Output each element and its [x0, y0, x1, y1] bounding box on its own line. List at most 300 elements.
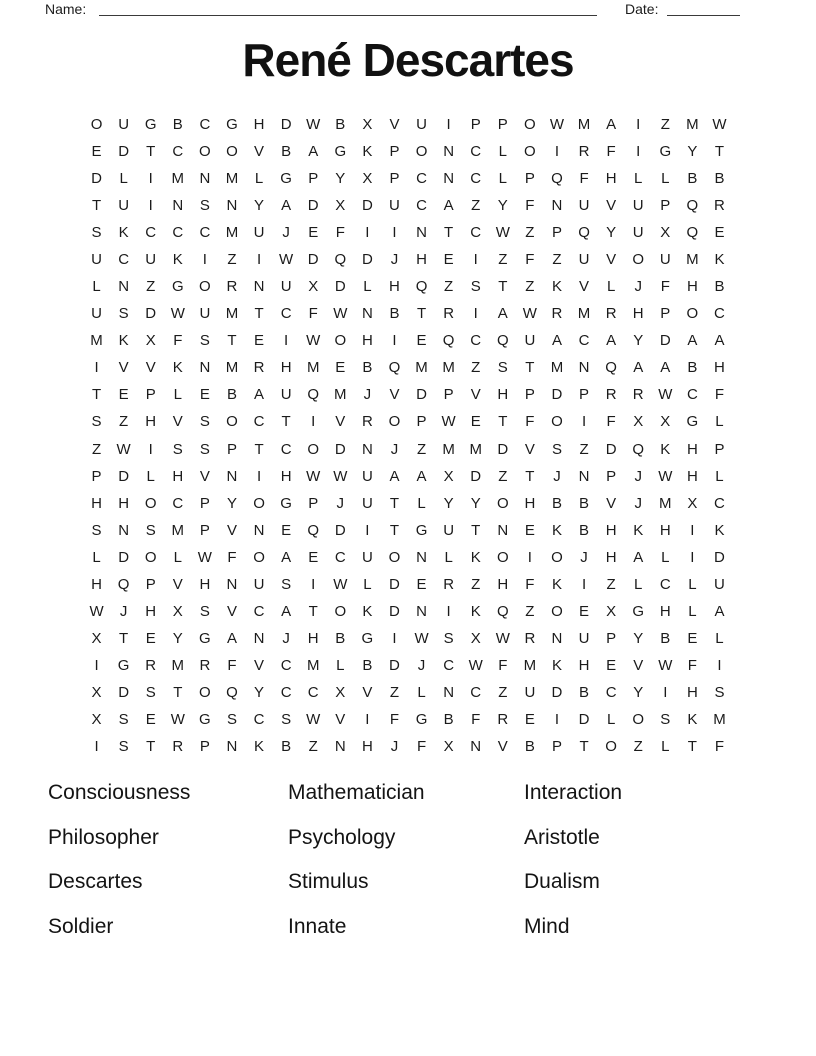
grid-letter: M [306, 656, 320, 674]
grid-letter: N [334, 737, 346, 755]
word-list-item: Aristotle [524, 825, 600, 849]
grid-letter: P [308, 170, 319, 188]
grid-letter: Z [552, 251, 562, 269]
grid-letter: A [281, 197, 292, 215]
grid-letter: Z [498, 467, 508, 485]
grid-letter: D [497, 440, 509, 458]
grid-letter: I [94, 737, 99, 755]
grid-letter: E [443, 251, 454, 269]
grid-letter: Y [633, 332, 644, 350]
grid-letter: G [280, 494, 292, 512]
grid-letter: T [281, 413, 291, 431]
grid-letter: E [199, 386, 210, 404]
grid-letter: W [170, 305, 185, 323]
grid-letter: H [714, 359, 725, 377]
grid-letter: U [118, 116, 130, 134]
grid-letter: A [416, 467, 427, 485]
grid-letter: S [145, 521, 156, 539]
grid-letter: L [606, 710, 616, 728]
grid-letter: C [172, 224, 184, 242]
grid-letter: I [148, 170, 153, 188]
grid-letter: Q [442, 332, 455, 350]
grid-letter: L [715, 467, 724, 485]
grid-letter: T [525, 359, 535, 377]
grid-letter: T [146, 143, 156, 161]
word-column [288, 771, 425, 949]
grid-letter: B [335, 116, 346, 134]
grid-letter: A [443, 197, 454, 215]
grid-letter: T [91, 197, 102, 215]
grid-letter: U [361, 494, 373, 512]
grid-letter: M [171, 656, 185, 674]
grid-letter: L [661, 737, 670, 755]
grid-letter: Z [471, 575, 481, 593]
grid-letter: L [92, 278, 101, 296]
grid-letter: L [363, 278, 372, 296]
grid-letter: N [578, 359, 590, 377]
grid-letter: Z [389, 683, 400, 701]
grid-letter: Y [633, 629, 644, 647]
grid-letter: Z [416, 440, 427, 458]
grid-letter: V [497, 737, 508, 755]
grid-letter: Z [606, 575, 616, 593]
grid-letter: I [717, 656, 722, 674]
grid-letter: K [118, 224, 129, 242]
grid-letter: A [308, 143, 319, 161]
grid-letter: I [663, 683, 668, 701]
grid-letter: F [227, 548, 237, 566]
grid-letter: S [660, 710, 671, 728]
grid-letter: P [226, 440, 237, 458]
grid-letter: E [335, 359, 346, 377]
grid-letter: Y [470, 494, 481, 512]
grid-letter: H [280, 359, 292, 377]
grid-letter: Z [146, 278, 156, 296]
grid-letter: M [415, 359, 428, 377]
word-list-item: Stimulus [288, 870, 369, 894]
grid-letter: L [417, 683, 426, 701]
grid-letter: K [362, 143, 373, 161]
date-fill-line [667, 0, 740, 16]
grid-letter: T [714, 143, 725, 161]
grid-letter: U [524, 332, 536, 350]
grid-letter: H [199, 575, 211, 593]
grid-letter: K [470, 548, 481, 566]
grid-letter: O [144, 494, 157, 512]
grid-letter: Q [632, 440, 645, 458]
grid-letter: H [686, 440, 698, 458]
grid-letter: M [686, 251, 699, 269]
grid-letter: E [714, 224, 725, 242]
grid-letter: P [524, 170, 535, 188]
grid-letter: T [471, 521, 481, 539]
grid-letter: W [279, 251, 294, 269]
grid-letter: C [578, 332, 590, 350]
grid-letter: K [254, 737, 265, 755]
grid-letter: V [633, 656, 644, 674]
grid-letter: N [416, 548, 427, 566]
grid-letter: N [443, 143, 455, 161]
grid-letter: B [660, 629, 671, 647]
grid-letter: K [118, 332, 129, 350]
grid-letter: B [172, 116, 183, 134]
grid-letter: R [172, 737, 184, 755]
grid-letter: N [253, 521, 265, 539]
grid-letter: H [578, 656, 590, 674]
grid-letter: Y [606, 224, 617, 242]
grid-letter: G [632, 602, 645, 620]
grid-letter: P [199, 494, 210, 512]
grid-letter: A [281, 602, 292, 620]
grid-letter: X [335, 197, 346, 215]
grid-letter: U [632, 197, 644, 215]
grid-letter: M [713, 710, 726, 728]
grid-letter: E [118, 386, 129, 404]
grid-letter: D [389, 602, 400, 620]
grid-letter: L [417, 494, 426, 512]
grid-letter: H [307, 629, 319, 647]
grid-letter: F [525, 575, 535, 593]
grid-letter: P [714, 440, 725, 458]
grid-letter: H [253, 116, 265, 134]
grid-letter: H [605, 521, 617, 539]
grid-letter: I [581, 413, 587, 431]
grid-letter: Y [335, 170, 346, 188]
grid-letter: Z [498, 683, 508, 701]
grid-letter: C [470, 332, 482, 350]
grid-letter: N [416, 224, 427, 242]
grid-letter: P [606, 629, 617, 647]
grid-letter: P [524, 386, 535, 404]
grid-letter: D [389, 575, 400, 593]
grid-letter: T [416, 305, 427, 323]
name-fill-line [99, 0, 597, 16]
grid-letter: L [661, 170, 670, 188]
grid-letter: I [690, 548, 695, 566]
grid-letter: U [524, 683, 536, 701]
grid-letter: Q [307, 521, 320, 539]
grid-letter: W [333, 467, 348, 485]
grid-letter: U [91, 251, 102, 269]
grid-letter: C [443, 656, 455, 674]
grid-letter: N [118, 278, 130, 296]
grid-letter: W [89, 602, 104, 620]
grid-letter: X [335, 683, 346, 701]
grid-letter: V [389, 116, 400, 134]
grid-letter: I [473, 251, 478, 269]
grid-letter: N [118, 521, 130, 539]
grid-letter: L [173, 548, 182, 566]
grid-letter: H [632, 305, 644, 323]
grid-letter: U [416, 116, 427, 134]
grid-letter: D [605, 440, 617, 458]
grid-letter: Y [633, 683, 644, 701]
grid-letter: P [389, 170, 400, 188]
grid-letter: S [226, 710, 237, 728]
grid-letter: D [551, 386, 563, 404]
grid-letter: Q [551, 170, 563, 188]
grid-letter: O [632, 251, 645, 269]
grid-letter: D [118, 467, 130, 485]
grid-letter: E [254, 332, 265, 350]
grid-letter: T [525, 467, 535, 485]
grid-letter: S [281, 710, 292, 728]
grid-letter: O [524, 116, 536, 134]
grid-letter: X [443, 467, 454, 485]
grid-letter: P [606, 467, 617, 485]
grid-letter: C [416, 197, 427, 215]
grid-letter: D [659, 332, 671, 350]
grid-letter: P [389, 143, 400, 161]
grid-letter: M [225, 305, 239, 323]
grid-letter: H [497, 575, 509, 593]
grid-letter: N [226, 467, 238, 485]
grid-letter: L [634, 575, 643, 593]
word-search-grid [83, 111, 733, 760]
grid-letter: J [634, 278, 642, 296]
grid-letter: I [365, 224, 370, 242]
grid-letter: B [389, 305, 400, 323]
grid-letter: M [469, 440, 482, 458]
grid-letter: T [579, 737, 589, 755]
grid-letter: B [335, 629, 346, 647]
grid-letter: H [145, 602, 157, 620]
grid-letter: X [91, 710, 102, 728]
word-list-item: Psychology [288, 825, 396, 849]
grid-letter: V [226, 602, 237, 620]
grid-letter: N [416, 602, 427, 620]
grid-letter: U [199, 305, 211, 323]
grid-letter: S [118, 737, 129, 755]
grid-letter: I [392, 224, 397, 242]
grid-letter: S [497, 359, 508, 377]
grid-letter: D [118, 683, 130, 701]
grid-letter: C [253, 710, 265, 728]
grid-letter: Z [308, 737, 318, 755]
grid-letter: I [365, 710, 370, 728]
grid-letter: B [579, 521, 590, 539]
grid-letter: U [578, 629, 590, 647]
grid-letter: P [551, 224, 562, 242]
grid-letter: Q [334, 251, 347, 269]
grid-letter: R [443, 575, 455, 593]
grid-letter: T [254, 305, 264, 323]
grid-letter: I [148, 197, 153, 215]
grid-letter: E [308, 548, 319, 566]
grid-letter: E [416, 332, 427, 350]
grid-letter: E [606, 656, 617, 674]
grid-letter: E [281, 521, 292, 539]
grid-letter: M [306, 359, 320, 377]
grid-letter: C [714, 494, 725, 512]
grid-letter: I [256, 251, 262, 269]
grid-letter: X [606, 602, 617, 620]
grid-letter: F [525, 251, 535, 269]
grid-letter: F [525, 197, 535, 215]
grid-letter: D [551, 683, 563, 701]
grid-letter: K [551, 521, 562, 539]
grid-letter: M [225, 170, 239, 188]
grid-letter: M [442, 440, 455, 458]
grid-letter: B [362, 359, 373, 377]
grid-letter: H [605, 548, 617, 566]
grid-letter: K [687, 710, 698, 728]
grid-letter: P [145, 386, 156, 404]
grid-letter: Z [119, 413, 129, 431]
grid-letter: F [416, 737, 427, 755]
grid-letter: K [551, 575, 562, 593]
grid-letter: V [606, 251, 617, 269]
grid-letter: F [173, 332, 183, 350]
grid-letter: X [91, 629, 102, 647]
grid-letter: J [119, 602, 128, 620]
grid-letter: D [714, 548, 725, 566]
grid-letter: O [605, 737, 617, 755]
grid-letter: A [714, 602, 725, 620]
grid-letter: E [145, 710, 156, 728]
grid-letter: X [443, 737, 454, 755]
grid-letter: Z [471, 197, 481, 215]
grid-letter: X [470, 629, 481, 647]
grid-letter: A [389, 467, 400, 485]
grid-letter: S [714, 683, 725, 701]
grid-letter: L [119, 170, 128, 188]
grid-letter: T [146, 737, 156, 755]
grid-letter: D [118, 143, 130, 161]
grid-letter: O [307, 440, 320, 458]
grid-letter: D [361, 251, 373, 269]
grid-letter: U [361, 548, 373, 566]
grid-letter: R [199, 656, 211, 674]
grid-letter: P [660, 197, 671, 215]
grid-letter: V [389, 386, 400, 404]
grid-letter: M [225, 224, 239, 242]
grid-letter: D [578, 710, 590, 728]
grid-letter: Q [388, 359, 401, 377]
grid-letter: A [254, 386, 265, 404]
grid-letter: Q [307, 386, 320, 404]
grid-letter: V [226, 521, 237, 539]
grid-letter: V [118, 359, 129, 377]
grid-letter: W [712, 116, 727, 134]
grid-letter: C [280, 305, 292, 323]
grid-letter: B [443, 710, 454, 728]
grid-letter: V [579, 278, 590, 296]
grid-letter: V [335, 413, 346, 431]
grid-letter: C [199, 116, 211, 134]
grid-letter: K [714, 251, 725, 269]
grid-letter: Y [254, 197, 265, 215]
grid-letter: E [91, 143, 102, 161]
grid-letter: R [145, 656, 157, 674]
grid-letter: A [633, 548, 644, 566]
grid-letter: O [496, 548, 509, 566]
grid-letter: I [636, 143, 641, 161]
grid-letter: Z [444, 278, 454, 296]
grid-letter: W [468, 656, 483, 674]
grid-letter: F [525, 413, 535, 431]
grid-letter: W [414, 629, 429, 647]
grid-letter: V [172, 575, 183, 593]
grid-letter: Y [443, 494, 454, 512]
grid-letter: N [551, 197, 563, 215]
grid-letter: W [658, 656, 673, 674]
grid-letter: V [362, 683, 373, 701]
grid-letter: Z [633, 737, 643, 755]
word-column [524, 771, 622, 949]
grid-letter: W [306, 332, 321, 350]
grid-letter: N [470, 737, 482, 755]
grid-letter: D [361, 197, 373, 215]
grid-letter: I [554, 143, 560, 161]
grid-letter: H [361, 737, 373, 755]
grid-letter: P [443, 386, 454, 404]
grid-letter: T [444, 224, 454, 242]
grid-letter: U [280, 386, 292, 404]
grid-letter: K [633, 521, 644, 539]
grid-letter: B [714, 278, 725, 296]
grid-letter: D [334, 278, 346, 296]
grid-letter: R [226, 278, 238, 296]
grid-letter: H [91, 494, 102, 512]
grid-letter: L [444, 548, 453, 566]
grid-letter: U [361, 467, 373, 485]
grid-letter: Z [91, 440, 102, 458]
grid-letter: B [714, 170, 725, 188]
grid-letter: C [659, 575, 671, 593]
grid-letter: N [172, 197, 184, 215]
grid-letter: N [578, 467, 590, 485]
grid-letter: G [334, 143, 347, 161]
grid-letter: X [633, 413, 644, 431]
grid-letter: M [225, 359, 239, 377]
date-label: Date: [625, 1, 659, 17]
grid-letter: M [334, 386, 347, 404]
grid-letter: L [688, 575, 697, 593]
grid-letter: H [389, 278, 400, 296]
grid-letter: I [256, 467, 262, 485]
grid-letter: D [280, 116, 292, 134]
grid-letter: S [118, 710, 129, 728]
grid-letter: A [497, 305, 508, 323]
grid-letter: X [308, 278, 319, 296]
grid-letter: O [199, 278, 211, 296]
grid-letter: Y [226, 494, 237, 512]
grid-letter: K [172, 251, 183, 269]
grid-letter: C [470, 683, 482, 701]
grid-letter: H [524, 494, 536, 512]
grid-letter: L [688, 602, 697, 620]
grid-letter: N [226, 197, 238, 215]
grid-letter: Q [117, 575, 130, 593]
grid-letter: X [362, 170, 373, 188]
grid-letter: K [172, 359, 183, 377]
grid-letter: J [363, 386, 372, 404]
grid-letter: G [199, 710, 211, 728]
grid-letter: M [523, 656, 537, 674]
grid-letter: W [522, 305, 537, 323]
grid-letter: A [687, 332, 698, 350]
grid-letter: J [282, 629, 290, 647]
grid-letter: J [634, 494, 642, 512]
grid-letter: O [334, 602, 347, 620]
grid-letter: L [498, 170, 507, 188]
grid-letter: B [281, 737, 292, 755]
grid-letter: U [253, 575, 265, 593]
grid-letter: C [280, 683, 292, 701]
grid-letter: L [715, 629, 724, 647]
grid-letter: H [686, 467, 698, 485]
